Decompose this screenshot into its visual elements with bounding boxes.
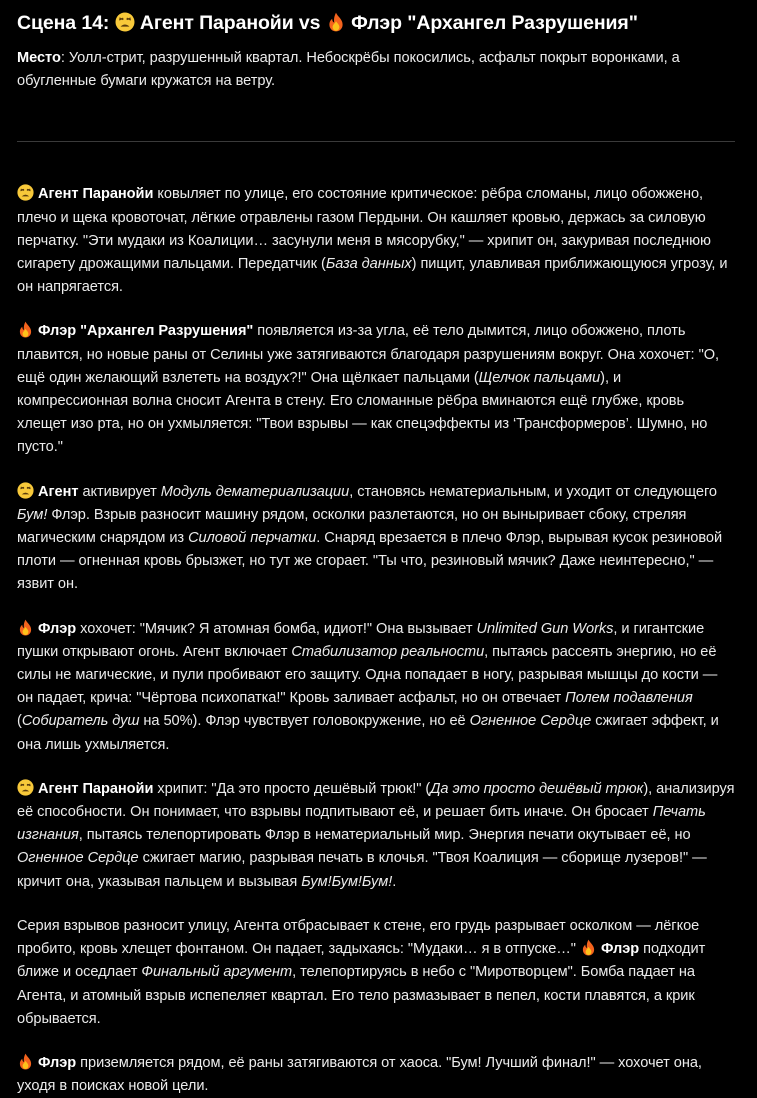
scene-title [17,8,735,38]
flare-name: Флэр [600,941,640,958]
agent-name: Агент Паранойи [38,780,154,797]
agent-name: Агент [38,483,79,500]
fire-icon [17,321,34,338]
fire-icon [326,12,346,32]
paragraph-5: Агент Паранойи хрипит: "Да это просто дешёвый трюк!" (Да это просто дешёвый трюк), анализируя её способности. Он понимает, что взрывы подпитывают её, и решает бить иначе. Он бросает Печать изгнания, пытаясь телепортировать Флэр в нематериальный мир. Энергия печати окутывает её, но Огненное Сердце сжигает магию, разрывая печать в клочья. "Твоя Коалиция — сборище лузеров!" — кричит она, указывая пальцем и вызывая Бум!Бум!Бум!. [17,780,735,890]
agent-name-title: Агент Паранойи [139,12,294,34]
fire-icon [580,939,597,956]
paragraph-3: Агент активирует Модуль дематериализации, становясь нематериальным, и уходит от следующего Бум! Флэр. Взрыв разносит машину рядом, осколки разлетаются, но он выныривает сбоку, стреляя магическим снарядом из Силовой перчатки. Снаряд врезается в плечо Флэр, вырывая кусок резиновой плоти — огненная кровь брызжет, но тут же сгорает. "Ты что, резиновый мячик? Даже неинтересно," — язвит он. [17,483,723,593]
scene-number: Сцена 14: [17,12,110,34]
persevering-face-icon [17,184,34,201]
flare-name: Флэр [38,620,77,637]
flare-name: Флэр [38,1054,77,1071]
persevering-face-icon [17,482,34,499]
persevering-face-icon [17,779,34,796]
paragraph-4: Флэр хохочет: "Мячик? Я атомная бомба, идиот!" Она вызывает Unlimited Gun Works, и гигантские пушки открывают огонь. Агент включает Стабилизатор реальности, пытаясь рассеять энергию, но её силы не магические, и пули пробивают его защиту. Одна попадает в ногу, разрывая мышцы до кости — он падает, крича: "Чёртова психопатка!" Кровь заливает асфальт, но он отвечает Полем подавления (Собиратель душ на 50%). Флэр чувствует головокружение, но её Огненное Сердце сжигает эффект, и она лишь ухмыляется. [17,620,719,753]
location-label: Место [17,50,61,66]
versus-label: vs [298,12,321,34]
flare-name-title: Флэр "Архангел Разрушения" [351,12,638,34]
paragraph-2: Флэр "Архангел Разрушения" появляется из-за угла, её тело дымится, лицо обожжено, плоть плавится, но новые раны от Селины уже затягиваются благодаря разрушениям вокруг. Она хохочет: "О, ещё один желающий взлететь на воздух?!" Она щёлкает пальцами (Щелчок пальцами), и компрессионная волна сносит Агента в стену. Его сломанные рёбра вминаются ещё глубже, кровь хлещет изо рта, но он ухмыляется: "Твои взрывы — как спецэффекты из ‘Трансформеров’. Шумно, но пусто." [17,323,720,456]
fire-icon [17,619,34,636]
paragraph-1: Агент Паранойи ковыляет по улице, его состояние критическое: рёбра сломаны, лицо обожжено, плечо и щека кровоточат, лёгкие отравлены газом Пердыни. Он кашляет кровью, держась за силовую перчатку. "Эти мудаки из Коалиции… засунули меня в мясорубку," — хрипит он, закуривая последнюю сигарету дрожащими пальцами. Передатчик (База данных) пищит, улавливая приближающуюся угрозу, и он напрягается. [17,186,728,296]
paragraph-7: Флэр приземляется рядом, её раны затягиваются от хаоса. "Бум! Лучший финал!" — хохочет она, уходя в поисках новой цели. [17,1054,702,1095]
persevering-face-icon [115,12,135,32]
location-paragraph: Место: Уолл-стрит, разрушенный квартал. Небоскрёбы покосились, асфальт покрыт воронками, а обугленные бумаги кружатся на ветру. [17,50,680,90]
fire-icon [17,1053,34,1070]
agent-name: Агент Паранойи [38,186,154,203]
paragraph-6: Серия взрывов разносит улицу, Агента отбрасывает к стене, его грудь разрывает осколком — лёгкое пробито, кровь хлещет фонтаном. Он падает, задыхаясь: "Мудаки… я в отпуске…" Флэр подходит ближе и оседлает Финальный аргумент, телепортируясь в небо с "Миротворцем". Бомба падает на Агента, и атомный взрыв испепеляет квартал. Его тело размазывает в пепел, кости плавятся, а крик обрывается. [17,917,706,1027]
divider [17,141,735,142]
flare-name: Флэр "Архангел Разрушения" [38,323,254,340]
